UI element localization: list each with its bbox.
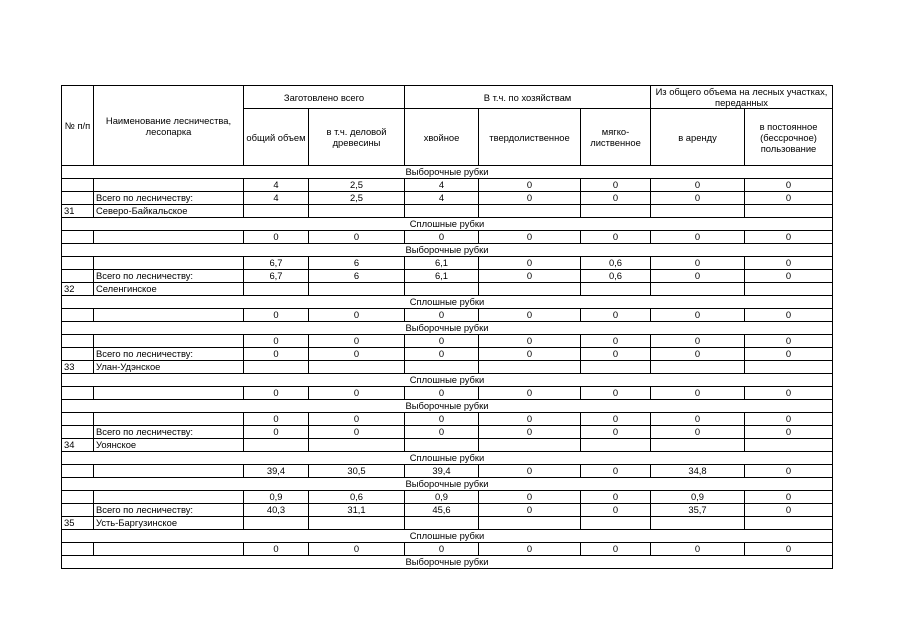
value-softwood: 0,6 — [581, 270, 651, 283]
value-total-all: 0 — [244, 335, 309, 348]
value-softwood: 0 — [581, 309, 651, 322]
value-hardwood: 0 — [479, 179, 581, 192]
value-permanent: 0 — [745, 335, 833, 348]
empty-cell — [244, 361, 309, 374]
value-softwood: 0 — [581, 465, 651, 478]
value-permanent: 0 — [745, 231, 833, 244]
value-total-business: 0 — [309, 309, 405, 322]
data-row — [62, 257, 833, 270]
row-number — [62, 348, 94, 361]
row-number — [62, 413, 94, 426]
forestry-name: Улан-Удэнское — [94, 361, 244, 374]
section-row — [62, 478, 833, 491]
value-total-business: 6 — [309, 270, 405, 283]
section-row — [62, 296, 833, 309]
empty-cell — [479, 283, 581, 296]
header-farm-group: В т.ч. по хозяйствам — [405, 86, 651, 109]
value-rent: 0 — [651, 231, 745, 244]
value-rent: 0 — [651, 387, 745, 400]
header-rent: в аренду — [651, 109, 745, 166]
forestry-name: Усть-Баргузинское — [94, 517, 244, 530]
row-number — [62, 179, 94, 192]
value-permanent: 0 — [745, 465, 833, 478]
empty-cell — [651, 517, 745, 530]
section-label: Выборочные рубки — [62, 400, 833, 413]
section-row — [62, 556, 833, 569]
value-rent: 0 — [651, 413, 745, 426]
section-row — [62, 452, 833, 465]
section-label: Выборочные рубки — [62, 556, 833, 569]
value-permanent: 0 — [745, 257, 833, 270]
header-num: № п/п — [62, 86, 94, 166]
value-hardwood: 0 — [479, 309, 581, 322]
row-label: Всего по лесничеству: — [94, 270, 244, 283]
empty-cell — [745, 283, 833, 296]
data-row — [62, 543, 833, 556]
value-rent: 34,8 — [651, 465, 745, 478]
row-label — [94, 491, 244, 504]
table-header — [62, 86, 833, 166]
header-softwood: мягко- лиственное — [581, 109, 651, 166]
value-conifer: 0 — [405, 309, 479, 322]
empty-cell — [651, 361, 745, 374]
value-rent: 0 — [651, 192, 745, 205]
empty-cell — [479, 439, 581, 452]
value-hardwood: 0 — [479, 465, 581, 478]
row-number — [62, 543, 94, 556]
value-rent: 0 — [651, 179, 745, 192]
value-permanent: 0 — [745, 179, 833, 192]
empty-cell — [405, 439, 479, 452]
value-hardwood: 0 — [479, 491, 581, 504]
value-permanent: 0 — [745, 387, 833, 400]
value-total-all: 4 — [244, 192, 309, 205]
value-hardwood: 0 — [479, 270, 581, 283]
forestry-row — [62, 361, 833, 374]
row-label — [94, 387, 244, 400]
section-row — [62, 374, 833, 387]
section-row — [62, 400, 833, 413]
value-total-all: 0 — [244, 231, 309, 244]
section-label: Сплошные рубки — [62, 218, 833, 231]
empty-cell — [651, 283, 745, 296]
value-softwood: 0 — [581, 192, 651, 205]
header-name: Наименование лесничества, лесопарка — [94, 86, 244, 166]
row-label — [94, 413, 244, 426]
value-softwood: 0 — [581, 504, 651, 517]
data-row — [62, 387, 833, 400]
value-permanent: 0 — [745, 426, 833, 439]
empty-cell — [581, 517, 651, 530]
empty-cell — [309, 439, 405, 452]
value-conifer: 0 — [405, 348, 479, 361]
data-row — [62, 335, 833, 348]
empty-cell — [479, 361, 581, 374]
value-total-all: 40,3 — [244, 504, 309, 517]
empty-cell — [309, 517, 405, 530]
value-softwood: 0 — [581, 413, 651, 426]
total-row — [62, 192, 833, 205]
empty-cell — [244, 283, 309, 296]
empty-cell — [405, 361, 479, 374]
value-conifer: 0 — [405, 231, 479, 244]
forestry-number: 35 — [62, 517, 94, 530]
value-hardwood: 0 — [479, 335, 581, 348]
value-total-business: 0 — [309, 348, 405, 361]
value-total-all: 0,9 — [244, 491, 309, 504]
forestry-name: Северо-Байкальское — [94, 205, 244, 218]
row-number — [62, 192, 94, 205]
value-total-business: 6 — [309, 257, 405, 270]
value-conifer: 4 — [405, 192, 479, 205]
value-softwood: 0,6 — [581, 257, 651, 270]
section-label: Сплошные рубки — [62, 452, 833, 465]
row-number — [62, 465, 94, 478]
value-conifer: 0,9 — [405, 491, 479, 504]
total-row — [62, 270, 833, 283]
empty-cell — [309, 283, 405, 296]
empty-cell — [479, 517, 581, 530]
value-softwood: 0 — [581, 426, 651, 439]
section-label: Выборочные рубки — [62, 166, 833, 179]
header-total-business: в т.ч. деловой древесины — [309, 109, 405, 166]
section-row — [62, 244, 833, 257]
empty-cell — [309, 205, 405, 218]
empty-cell — [405, 283, 479, 296]
value-permanent: 0 — [745, 348, 833, 361]
table-body — [62, 166, 833, 569]
total-row — [62, 504, 833, 517]
value-rent: 35,7 — [651, 504, 745, 517]
section-row — [62, 322, 833, 335]
row-label — [94, 179, 244, 192]
value-rent: 0 — [651, 335, 745, 348]
empty-cell — [581, 439, 651, 452]
value-permanent: 0 — [745, 491, 833, 504]
total-row — [62, 426, 833, 439]
value-conifer: 0 — [405, 543, 479, 556]
value-conifer: 4 — [405, 179, 479, 192]
value-rent: 0 — [651, 309, 745, 322]
value-total-all: 0 — [244, 426, 309, 439]
empty-cell — [405, 517, 479, 530]
row-number — [62, 231, 94, 244]
row-number — [62, 426, 94, 439]
value-total-business: 0 — [309, 543, 405, 556]
value-permanent: 0 — [745, 413, 833, 426]
value-rent: 0 — [651, 257, 745, 270]
row-number — [62, 504, 94, 517]
row-number — [62, 309, 94, 322]
empty-cell — [745, 517, 833, 530]
value-total-all: 6,7 — [244, 270, 309, 283]
value-rent: 0,9 — [651, 491, 745, 504]
value-total-all: 4 — [244, 179, 309, 192]
section-label: Сплошные рубки — [62, 374, 833, 387]
value-softwood: 0 — [581, 335, 651, 348]
value-conifer: 0 — [405, 387, 479, 400]
row-number — [62, 387, 94, 400]
value-rent: 0 — [651, 426, 745, 439]
empty-cell — [745, 439, 833, 452]
value-hardwood: 0 — [479, 543, 581, 556]
forestry-row — [62, 439, 833, 452]
data-row — [62, 491, 833, 504]
value-conifer: 0 — [405, 413, 479, 426]
value-conifer: 0 — [405, 426, 479, 439]
value-rent: 0 — [651, 348, 745, 361]
timber-harvest-table — [61, 85, 833, 569]
value-permanent: 0 — [745, 504, 833, 517]
empty-cell — [651, 439, 745, 452]
section-label: Выборочные рубки — [62, 322, 833, 335]
empty-cell — [244, 439, 309, 452]
empty-cell — [581, 283, 651, 296]
empty-cell — [651, 205, 745, 218]
empty-cell — [581, 361, 651, 374]
value-hardwood: 0 — [479, 504, 581, 517]
value-total-business: 0 — [309, 426, 405, 439]
value-permanent: 0 — [745, 543, 833, 556]
header-total-group: Заготовлено всего — [244, 86, 405, 109]
row-label: Всего по лесничеству: — [94, 426, 244, 439]
row-number — [62, 335, 94, 348]
data-row — [62, 179, 833, 192]
value-total-business: 2,5 — [309, 179, 405, 192]
section-label: Выборочные рубки — [62, 244, 833, 257]
row-label — [94, 309, 244, 322]
value-total-business: 30,5 — [309, 465, 405, 478]
value-total-all: 0 — [244, 543, 309, 556]
forestry-row — [62, 283, 833, 296]
empty-cell — [309, 361, 405, 374]
value-softwood: 0 — [581, 348, 651, 361]
value-total-all: 39,4 — [244, 465, 309, 478]
row-number — [62, 257, 94, 270]
row-label — [94, 465, 244, 478]
value-permanent: 0 — [745, 270, 833, 283]
value-rent: 0 — [651, 543, 745, 556]
value-total-business: 0 — [309, 231, 405, 244]
value-total-all: 6,7 — [244, 257, 309, 270]
header-total-all: общий объем — [244, 109, 309, 166]
section-row — [62, 530, 833, 543]
value-total-business: 2,5 — [309, 192, 405, 205]
value-total-business: 0 — [309, 413, 405, 426]
value-softwood: 0 — [581, 179, 651, 192]
data-row — [62, 309, 833, 322]
forestry-number: 34 — [62, 439, 94, 452]
value-conifer: 45,6 — [405, 504, 479, 517]
value-hardwood: 0 — [479, 231, 581, 244]
value-softwood: 0 — [581, 231, 651, 244]
value-conifer: 6,1 — [405, 257, 479, 270]
forestry-name: Уоянское — [94, 439, 244, 452]
value-total-all: 0 — [244, 387, 309, 400]
value-rent: 0 — [651, 270, 745, 283]
value-total-all: 0 — [244, 348, 309, 361]
forestry-number: 32 — [62, 283, 94, 296]
value-softwood: 0 — [581, 387, 651, 400]
forestry-number: 33 — [62, 361, 94, 374]
value-hardwood: 0 — [479, 348, 581, 361]
value-total-business: 0,6 — [309, 491, 405, 504]
value-conifer: 39,4 — [405, 465, 479, 478]
header-hardwood: твердолиственное — [479, 109, 581, 166]
forestry-number: 31 — [62, 205, 94, 218]
value-hardwood: 0 — [479, 257, 581, 270]
empty-cell — [581, 205, 651, 218]
header-conifer: хвойное — [405, 109, 479, 166]
header-permanent: в постоянное (бессрочное) пользование — [745, 109, 833, 166]
empty-cell — [745, 205, 833, 218]
empty-cell — [479, 205, 581, 218]
value-permanent: 0 — [745, 192, 833, 205]
row-number — [62, 270, 94, 283]
row-label — [94, 335, 244, 348]
row-label — [94, 257, 244, 270]
empty-cell — [244, 517, 309, 530]
forestry-name: Селенгинское — [94, 283, 244, 296]
value-total-business: 0 — [309, 387, 405, 400]
empty-cell — [745, 361, 833, 374]
total-row — [62, 348, 833, 361]
row-label — [94, 231, 244, 244]
value-hardwood: 0 — [479, 426, 581, 439]
row-number — [62, 491, 94, 504]
value-softwood: 0 — [581, 543, 651, 556]
value-total-business: 0 — [309, 335, 405, 348]
value-hardwood: 0 — [479, 413, 581, 426]
section-label: Выборочные рубки — [62, 478, 833, 491]
section-row — [62, 218, 833, 231]
header-lease-group: Из общего объема на лесных участках, переданных — [651, 86, 833, 109]
value-conifer: 0 — [405, 335, 479, 348]
value-total-all: 0 — [244, 309, 309, 322]
section-label: Сплошные рубки — [62, 296, 833, 309]
empty-cell — [244, 205, 309, 218]
value-hardwood: 0 — [479, 192, 581, 205]
data-row — [62, 465, 833, 478]
empty-cell — [405, 205, 479, 218]
section-row — [62, 166, 833, 179]
data-row — [62, 413, 833, 426]
row-label — [94, 543, 244, 556]
row-label: Всего по лесничеству: — [94, 348, 244, 361]
data-row — [62, 231, 833, 244]
value-hardwood: 0 — [479, 387, 581, 400]
section-label: Сплошные рубки — [62, 530, 833, 543]
value-total-all: 0 — [244, 413, 309, 426]
value-total-business: 31,1 — [309, 504, 405, 517]
value-conifer: 6,1 — [405, 270, 479, 283]
forestry-row — [62, 517, 833, 530]
row-label: Всего по лесничеству: — [94, 192, 244, 205]
value-permanent: 0 — [745, 309, 833, 322]
value-softwood: 0 — [581, 491, 651, 504]
row-label: Всего по лесничеству: — [94, 504, 244, 517]
forestry-row — [62, 205, 833, 218]
